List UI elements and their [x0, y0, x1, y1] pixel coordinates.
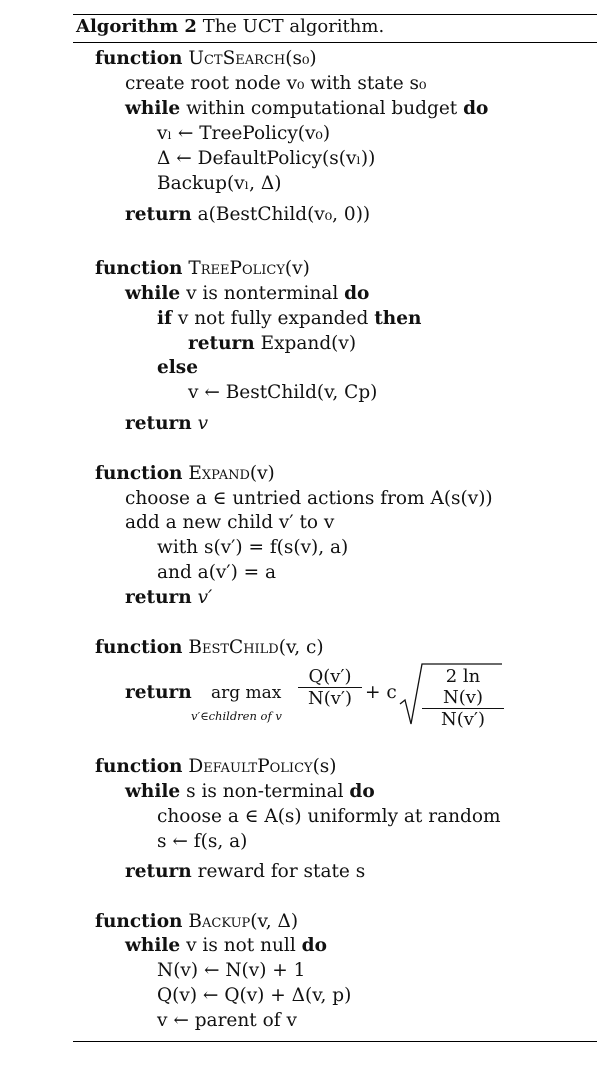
- fraction-numerator: Q(v′): [308, 666, 352, 687]
- keyword-function: function: [95, 258, 183, 279]
- exploration-fraction: [422, 666, 504, 730]
- keyword-return: return: [188, 333, 255, 354]
- algorithm-label: Algorithm 2: [76, 16, 197, 37]
- function-args: (v, Δ): [250, 911, 299, 932]
- backup-while: [125, 935, 327, 957]
- treepolicy-return: [125, 413, 208, 435]
- expand-line-3: with s(v′) = f(s(v), a): [157, 537, 349, 558]
- keyword-while: while: [125, 283, 181, 304]
- keyword-function: function: [95, 48, 183, 69]
- keyword-return: return: [125, 413, 192, 434]
- keyword-do: do: [463, 98, 489, 119]
- defaultpolicy-while: [125, 781, 375, 803]
- defaultpolicy-line-3: s ← f(s, a): [157, 831, 248, 852]
- return-value: a(BestChild(v₀, 0)): [197, 204, 371, 225]
- keyword-function: function: [95, 911, 183, 932]
- defaultpolicy-signature: [95, 756, 337, 778]
- treepolicy-else: else: [157, 357, 198, 378]
- keyword-function: function: [95, 637, 183, 658]
- keyword-return: return: [125, 204, 192, 225]
- function-args: (s): [312, 756, 337, 777]
- top-rule: [73, 14, 597, 15]
- expand-signature: [95, 463, 275, 485]
- treepolicy-signature: [95, 258, 310, 280]
- defaultpolicy-return: [125, 861, 365, 883]
- argmax-subscript: v′∈children of v: [191, 709, 282, 723]
- treepolicy-bestchild-line: v ← BestChild(v, Cp): [188, 382, 378, 403]
- treepolicy-while: [125, 283, 369, 305]
- keyword-do: do: [349, 781, 375, 802]
- uctsearch-line-4: Δ ← DefaultPolicy(s(vₗ)): [157, 148, 376, 169]
- uctsearch-line-3: vₗ ← TreePolicy(v₀): [157, 123, 331, 144]
- expand-line-2: add a new child v′ to v: [125, 512, 335, 533]
- backup-line-3: Q(v) ← Q(v) + Δ(v, p): [157, 985, 352, 1006]
- keyword-return: return: [125, 587, 192, 608]
- return-value: reward for state s: [197, 861, 366, 882]
- uctsearch-return: [125, 204, 370, 226]
- function-name: Backup: [188, 911, 251, 932]
- treepolicy-return-expand: [188, 333, 356, 355]
- expand-return: [125, 587, 212, 609]
- bestchild-return-keyword: return: [125, 682, 192, 703]
- fraction-denominator: N(v′): [440, 709, 486, 730]
- keyword-do: do: [301, 935, 327, 956]
- algorithm-caption: [76, 16, 384, 37]
- uctsearch-line-5: Backup(vₗ, Δ): [157, 173, 282, 194]
- function-args: (s₀): [285, 48, 317, 69]
- function-name: Expand: [188, 463, 250, 484]
- treepolicy-if: [157, 308, 421, 330]
- caption-rule: [73, 42, 597, 43]
- uctsearch-signature: [95, 48, 317, 70]
- fraction-numerator: 2 ln N(v): [443, 666, 483, 708]
- fraction-denominator: N(v′): [307, 688, 353, 709]
- while-condition: within computational budget: [186, 98, 458, 119]
- function-args: (v): [284, 258, 310, 279]
- function-name: BestChild: [188, 637, 279, 658]
- uctsearch-while: [125, 98, 488, 120]
- while-condition: v is not null: [186, 935, 296, 956]
- return-value: Expand(v): [260, 333, 357, 354]
- keyword-return: return: [125, 861, 192, 882]
- function-name: DefaultPolicy: [188, 756, 313, 777]
- expand-line-1: choose a ∈ untried actions from A(s(v)): [125, 488, 493, 509]
- bottom-rule: [73, 1041, 597, 1042]
- function-args: (v, c): [278, 637, 324, 658]
- return-value: v′: [197, 587, 213, 608]
- algorithm-title: The UCT algorithm.: [202, 16, 385, 37]
- backup-signature: [95, 911, 298, 933]
- defaultpolicy-line-2: choose a ∈ A(s) uniformly at random: [157, 806, 501, 827]
- keyword-function: function: [95, 463, 183, 484]
- uctsearch-line-1: create root node v₀ with state s₀: [125, 73, 427, 94]
- keyword-then: then: [374, 308, 422, 329]
- plus-c: + c: [365, 682, 397, 703]
- keyword-do: do: [344, 283, 370, 304]
- keyword-if: if: [157, 308, 172, 329]
- backup-line-4: v ← parent of v: [157, 1010, 297, 1031]
- expand-line-4: and a(v′) = a: [157, 562, 277, 583]
- return-value: v: [197, 413, 209, 434]
- function-args: (v): [249, 463, 275, 484]
- backup-line-2: N(v) ← N(v) + 1: [157, 960, 306, 981]
- exploitation-fraction: [298, 666, 362, 709]
- argmax-operator: arg max: [211, 683, 282, 703]
- while-condition: v is nonterminal: [186, 283, 339, 304]
- function-name: UctSearch: [188, 48, 286, 69]
- keyword-while: while: [125, 935, 181, 956]
- keyword-while: while: [125, 98, 181, 119]
- bestchild-signature: [95, 637, 324, 659]
- while-condition: s is non-terminal: [186, 781, 344, 802]
- function-name: TreePolicy: [188, 258, 285, 279]
- if-condition: v not fully expanded: [177, 308, 369, 329]
- keyword-function: function: [95, 756, 183, 777]
- keyword-while: while: [125, 781, 181, 802]
